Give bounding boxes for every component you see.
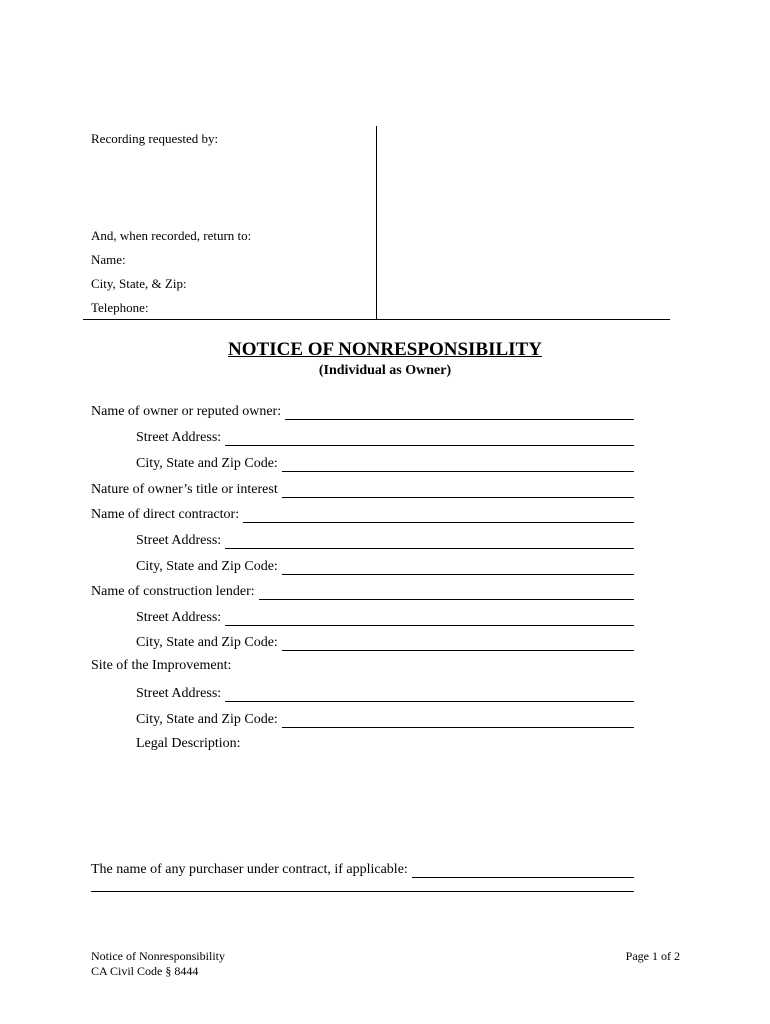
site-city-blank[interactable]: [282, 712, 634, 728]
site-street-label: Street Address:: [136, 686, 222, 701]
lender-street-blank[interactable]: [225, 610, 634, 626]
owner-city-blank[interactable]: [282, 456, 634, 472]
site-heading: Site of the Improvement:: [91, 658, 232, 673]
contractor-street-label: Street Address:: [136, 533, 222, 548]
owner-street-field[interactable]: [136, 428, 634, 446]
recording-box-divider: [376, 126, 377, 319]
site-street-field[interactable]: [136, 684, 634, 702]
lender-name-field[interactable]: [91, 582, 634, 600]
lender-city-field[interactable]: [136, 633, 634, 651]
site-street-blank[interactable]: [225, 686, 634, 702]
return-city-state-zip-label: City, State, & Zip:: [91, 276, 187, 291]
lender-city-blank[interactable]: [282, 635, 634, 651]
purchaser-blank[interactable]: [412, 862, 634, 878]
lender-street-label: Street Address:: [136, 610, 222, 625]
document-subtitle: (Individual as Owner): [318, 363, 452, 378]
recording-requested-by-label: Recording requested by:: [91, 131, 219, 146]
owner-city-label: City, State and Zip Code:: [136, 456, 278, 471]
contractor-name-field[interactable]: [91, 505, 634, 523]
owner-title-field[interactable]: [91, 480, 634, 498]
contractor-street-field[interactable]: [136, 531, 634, 549]
site-city-field[interactable]: [136, 710, 634, 728]
recording-box-bottom-rule: [83, 319, 670, 320]
owner-title-blank[interactable]: [282, 482, 634, 498]
owner-city-field[interactable]: [136, 454, 634, 472]
document-title: NOTICE OF NONRESPONSIBILITY: [228, 339, 542, 360]
return-telephone-label: Telephone:: [91, 300, 149, 315]
lender-name-label: Name of construction lender:: [91, 584, 255, 599]
owner-name-field[interactable]: [91, 402, 634, 420]
legal-description-label: Legal Description:: [136, 736, 241, 751]
return-name-label: Name:: [91, 252, 126, 267]
contractor-name-label: Name of direct contractor:: [91, 507, 240, 522]
contractor-street-blank[interactable]: [225, 533, 634, 549]
lender-name-blank[interactable]: [259, 584, 634, 600]
lender-street-field[interactable]: [136, 608, 634, 626]
footer-page-number: Page 1 of 2: [625, 949, 680, 963]
contractor-city-label: City, State and Zip Code:: [136, 559, 278, 574]
contractor-city-field[interactable]: [136, 557, 634, 575]
purchaser-field[interactable]: [91, 860, 634, 878]
owner-name-label: Name of owner or reputed owner:: [91, 404, 282, 419]
owner-street-blank[interactable]: [225, 430, 634, 446]
contractor-name-blank[interactable]: [243, 507, 634, 523]
contractor-city-blank[interactable]: [282, 559, 634, 575]
owner-name-blank[interactable]: [285, 404, 634, 420]
purchaser-continuation-line[interactable]: [91, 891, 634, 892]
footer-document-name: Notice of Nonresponsibility: [91, 949, 225, 963]
lender-city-label: City, State and Zip Code:: [136, 635, 278, 650]
purchaser-label: The name of any purchaser under contract, if applicable:: [91, 862, 408, 877]
owner-street-label: Street Address:: [136, 430, 222, 445]
return-to-label: And, when recorded, return to:: [91, 228, 252, 243]
footer-civil-code: CA Civil Code § 8444: [91, 964, 199, 978]
site-city-label: City, State and Zip Code:: [136, 712, 278, 727]
owner-title-label: Nature of owner’s title or interest: [91, 482, 278, 497]
